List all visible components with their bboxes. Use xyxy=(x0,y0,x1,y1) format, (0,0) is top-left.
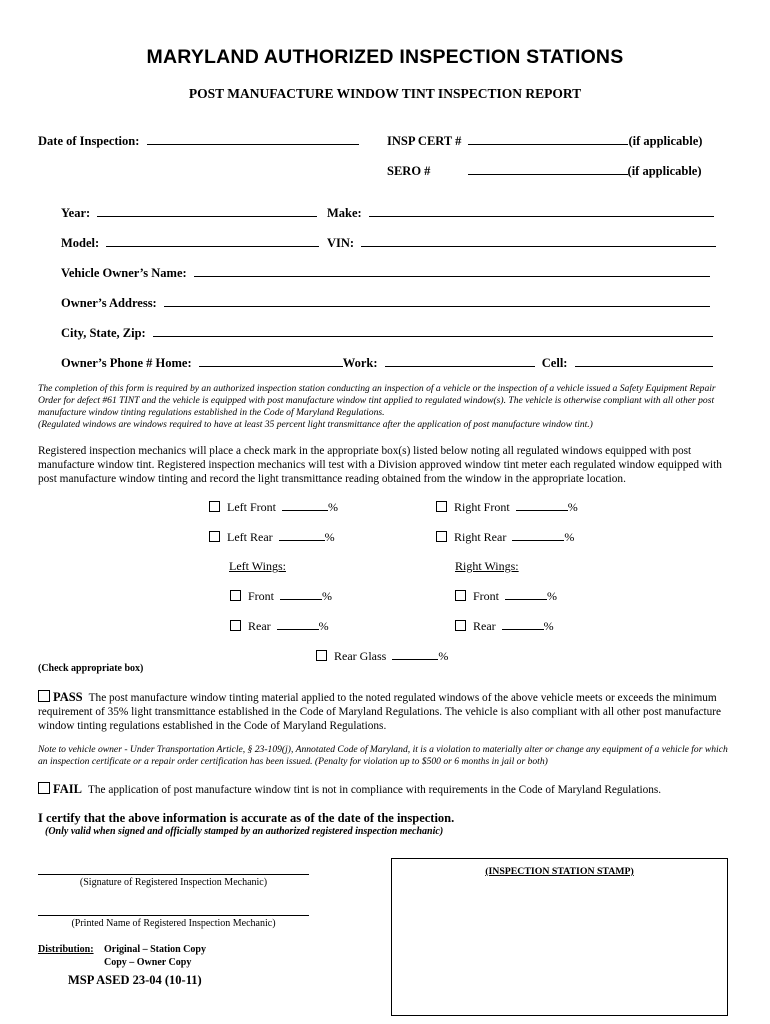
date-of-inspection-field[interactable] xyxy=(147,133,359,145)
left-wing-rear-item xyxy=(230,618,329,634)
make-field[interactable] xyxy=(369,205,714,217)
date-of-inspection-row xyxy=(38,133,359,149)
rear-glass-percent-field[interactable] xyxy=(392,648,438,660)
owner-address-row xyxy=(61,295,710,311)
owner-address-label: Owner’s Address: xyxy=(61,296,157,310)
model-row xyxy=(61,235,319,251)
owner-name-row xyxy=(61,265,710,281)
left-rear-checkbox[interactable] xyxy=(209,531,220,542)
left-front-checkbox[interactable] xyxy=(209,501,220,512)
sero-label: SERO # xyxy=(387,164,431,178)
right-wing-front-label: Front xyxy=(473,589,500,603)
phone-work-label: Work: xyxy=(342,356,378,370)
rear-glass-checkbox[interactable] xyxy=(316,650,327,661)
left-wing-front-checkbox[interactable] xyxy=(230,590,241,601)
right-front-checkbox[interactable] xyxy=(436,501,447,512)
sero-row xyxy=(387,163,702,179)
sero-field[interactable] xyxy=(468,163,628,175)
right-wings-heading: Right Wings: xyxy=(455,559,519,573)
vin-field[interactable] xyxy=(361,235,716,247)
owner-address-field[interactable] xyxy=(164,295,710,307)
right-rear-checkbox[interactable] xyxy=(436,531,447,542)
left-wing-front-label: Front xyxy=(248,589,275,603)
phone-work-field[interactable] xyxy=(385,355,535,367)
phone-home-label: Owner’s Phone # Home: xyxy=(61,356,192,370)
distribution-copy: Copy – Owner Copy xyxy=(104,957,192,968)
printed-name-caption: (Printed Name of Registered Inspection Mechanic) xyxy=(71,918,276,929)
left-wing-front-percent-field[interactable] xyxy=(280,588,322,600)
percent-sign: % xyxy=(318,619,329,633)
fail-section xyxy=(38,782,738,797)
fail-label: FAIL xyxy=(53,782,82,796)
date-of-inspection-label: Date of Inspection: xyxy=(38,134,140,148)
left-wing-rear-percent-field[interactable] xyxy=(277,618,319,630)
sero-if-applicable: (if applicable) xyxy=(627,164,702,178)
left-wings-heading: Left Wings: xyxy=(229,559,286,573)
city-state-zip-row xyxy=(61,325,713,341)
check-appropriate-box-note: (Check appropriate box) xyxy=(38,663,144,674)
city-state-zip-field[interactable] xyxy=(153,325,713,337)
left-rear-label: Left Rear xyxy=(227,530,273,544)
left-wing-rear-checkbox[interactable] xyxy=(230,620,241,631)
certify-statement: I certify that the above information is accurate as of the date of the inspection. xyxy=(38,811,455,825)
completion-note: The completion of this form is required by an authorized inspection station conducting an inspection of a vehicle or the inspection of a vehicle issued a Safety Equipment Repair Order for defect #61 TINT and the vehicle is equipped with post manufacture window tint applied to regulated window(s). The vehicle is otherwise compliant with all other post manufacture window tinting regulations established in the Code of Maryland Regulations. xyxy=(38,383,716,419)
percent-sign: % xyxy=(547,589,558,603)
vin-label: VIN: xyxy=(327,236,355,250)
page-title: MARYLAND AUTHORIZED INSPECTION STATIONS xyxy=(146,46,624,68)
rear-glass-item xyxy=(316,648,448,664)
left-rear-percent-field[interactable] xyxy=(279,529,325,541)
percent-sign: % xyxy=(328,500,338,514)
pass-section xyxy=(38,690,738,733)
distribution-label: Distribution: xyxy=(38,944,94,955)
inspection-station-stamp-box xyxy=(391,858,728,1016)
insp-cert-label: INSP CERT # xyxy=(387,134,462,148)
right-front-label: Right Front xyxy=(454,500,510,514)
insp-cert-field[interactable] xyxy=(468,133,628,145)
certify-valid-note: (Only valid when signed and officially stamped by an authorized registered inspection mechanic) xyxy=(45,826,444,837)
right-front-item xyxy=(436,499,578,515)
stamp-label: (INSPECTION STATION STAMP) xyxy=(485,866,634,877)
model-label: Model: xyxy=(61,236,100,250)
right-rear-percent-field[interactable] xyxy=(512,529,564,541)
owner-name-label: Vehicle Owner’s Name: xyxy=(61,266,187,280)
percent-sign: % xyxy=(543,619,554,633)
right-wing-front-item xyxy=(455,588,557,604)
right-wing-rear-label: Rear xyxy=(473,619,496,633)
phone-home-field[interactable] xyxy=(199,355,343,367)
mechanics-instructions: Registered inspection mechanics will place a check mark in the appropriate box(s) listed below noting all regulated windows equipped with post manufacture window tint. Registered inspection mechanics will test with a Division approved window tint meter each regulated window equipped with post manufacture window tinting and record the light transmittance reading obtained from the window in the appropriate location. xyxy=(38,445,722,485)
pass-label: PASS xyxy=(53,690,83,704)
vin-row xyxy=(327,235,716,251)
phone-cell-field[interactable] xyxy=(575,355,713,367)
percent-sign: % xyxy=(564,530,575,544)
page-subtitle: POST MANUFACTURE WINDOW TINT INSPECTION REPORT xyxy=(188,86,582,101)
city-state-zip-label: City, State, Zip: xyxy=(61,326,146,340)
right-wing-rear-item xyxy=(455,618,554,634)
right-rear-item xyxy=(436,529,574,545)
regulated-windows-note: (Regulated windows are windows required to have at least 35 percent light transmittance after the application of post manufacture window tint.) xyxy=(38,419,593,430)
fail-text: The application of post manufacture window tint is not in compliance with requirements in the Code of Maryland Regulations. xyxy=(87,784,662,796)
right-wing-rear-percent-field[interactable] xyxy=(502,618,544,630)
insp-cert-row xyxy=(387,133,702,149)
left-rear-item xyxy=(209,529,335,545)
make-label: Make: xyxy=(327,206,362,220)
right-rear-label: Right Rear xyxy=(454,530,507,544)
owner-violation-note: Note to vehicle owner - Under Transportation Article, § 23-109(j), Annotated Code of Maryland, it is a violation to materially alter or change any equipment of a vehicle for which an inspection certificate or a repair order certification has been issued. (Penalty for violation up to $500 or 6 months in jail or both) xyxy=(38,744,728,768)
signature-line[interactable] xyxy=(38,874,309,875)
printed-name-line[interactable] xyxy=(38,915,309,916)
percent-sign: % xyxy=(322,589,333,603)
phone-row xyxy=(61,355,713,371)
right-wing-rear-checkbox[interactable] xyxy=(455,620,466,631)
left-front-item xyxy=(209,499,338,515)
distribution-original: Original – Station Copy xyxy=(104,944,206,955)
pass-checkbox[interactable] xyxy=(38,690,50,702)
make-row xyxy=(327,205,714,221)
right-front-percent-field[interactable] xyxy=(516,499,568,511)
model-field[interactable] xyxy=(106,235,319,247)
fail-checkbox[interactable] xyxy=(38,782,50,794)
year-row xyxy=(61,205,317,221)
percent-sign: % xyxy=(438,649,449,663)
owner-name-field[interactable] xyxy=(194,265,710,277)
phone-cell-label: Cell: xyxy=(541,356,568,370)
right-wing-front-percent-field[interactable] xyxy=(505,588,547,600)
percent-sign: % xyxy=(324,530,335,544)
pass-text: The post manufacture window tinting material applied to the noted regulated windows of the above vehicle meets or exceeds the minimum requirement of 35% light transmittance established in the Code of Maryland Regulations. The vehicle is also compliant with all other post manufacture window tinting regulations established in the Code of Maryland Regulations. xyxy=(38,692,722,732)
insp-cert-if-applicable: (if applicable) xyxy=(628,134,703,148)
left-front-label: Left Front xyxy=(227,500,276,514)
left-wing-front-item xyxy=(230,588,332,604)
left-wing-rear-label: Rear xyxy=(248,619,271,633)
rear-glass-label: Rear Glass xyxy=(334,649,387,663)
percent-sign: % xyxy=(567,500,578,514)
form-number: MSP ASED 23-04 (10-11) xyxy=(68,973,202,987)
right-wing-front-checkbox[interactable] xyxy=(455,590,466,601)
year-label: Year: xyxy=(61,206,91,220)
left-front-percent-field[interactable] xyxy=(282,499,328,511)
signature-caption: (Signature of Registered Inspection Mechanic) xyxy=(79,877,268,888)
year-field[interactable] xyxy=(97,205,317,217)
